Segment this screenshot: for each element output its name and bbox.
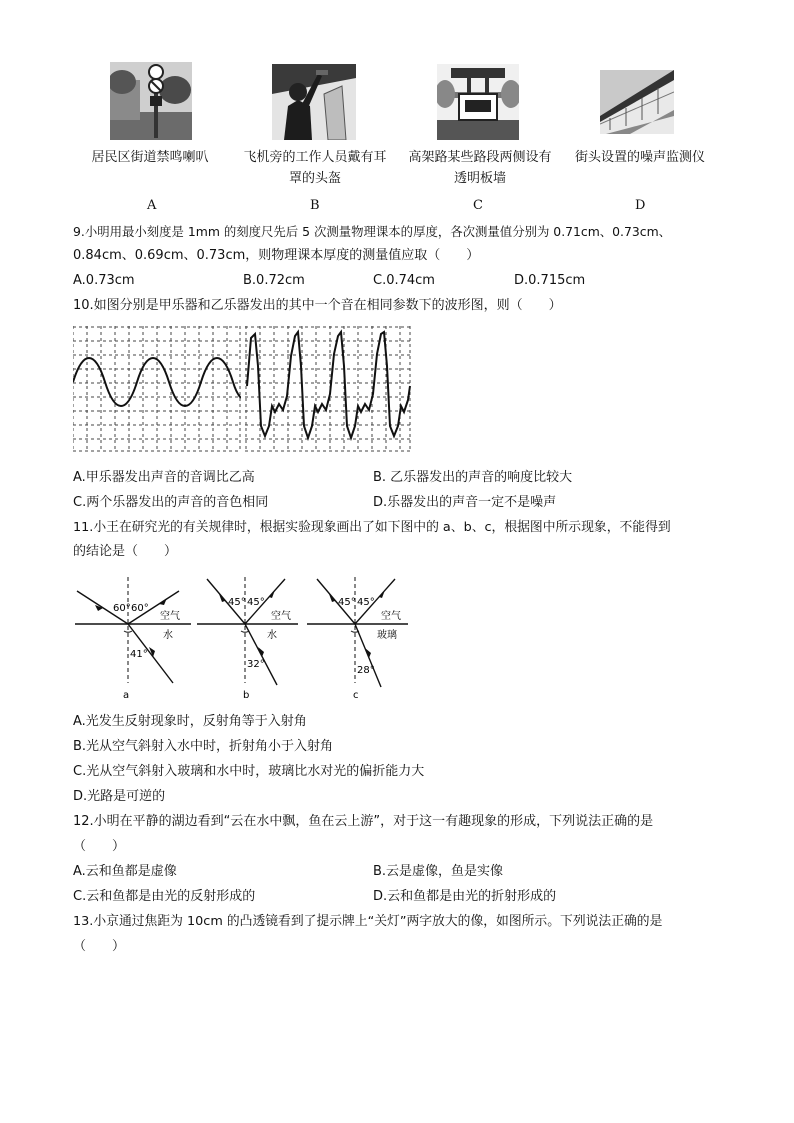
q13-stem-line2: （ ） <box>73 939 126 954</box>
q11-option-d: D.光路是可逆的 <box>73 789 166 804</box>
diagram-c-refracted-angle: 28° <box>357 665 375 676</box>
diagram-b-lower-medium: 水 <box>267 630 277 641</box>
diagram-b-upper-medium: 空气 <box>271 611 291 622</box>
q8-option-letter-c: C <box>473 198 483 213</box>
diagram-a-label: a <box>123 690 130 700</box>
q10-stem: 10.如图分别是甲乐器和乙乐器发出的其中一个音在相同参数下的波形图，则（ ） <box>73 298 562 313</box>
q10-option-d: D.乐器发出的声音一定不是噪声 <box>373 495 557 510</box>
diagram-c-incident-angle: 45° <box>338 597 356 608</box>
waveform-yi <box>245 326 411 452</box>
photo-no-horn-street <box>110 62 192 140</box>
q11-stem-line2: 的结论是（ ） <box>73 544 178 559</box>
diagram-a-reflected-angle: 60° <box>131 603 149 614</box>
diagram-c-upper-medium: 空气 <box>381 611 401 622</box>
q12-stem-line1: 12.小明在平静的湖边看到“云在水中飘，鱼在云上游”，对于这一有趣现象的形成，下列说法正确的是 <box>73 814 654 829</box>
diagram-c-lower-medium: 玻璃 <box>377 630 397 641</box>
diagram-c-label: c <box>353 690 359 700</box>
q12-stem-line2: （ ） <box>73 839 126 854</box>
diagram-b-reflected-angle: 45° <box>247 597 265 608</box>
q8-caption-d: 街头设置的噪声监测仪 <box>574 150 705 165</box>
diagram-a-lower-medium: 水 <box>163 630 173 641</box>
diagram-b-label: b <box>243 690 250 700</box>
q11-option-c: C.光从空气斜射入玻璃和水中时，玻璃比水对光的偏折能力大 <box>73 764 425 779</box>
q8-option-letter-b: B <box>310 198 320 213</box>
diagram-b-incident-angle: 45° <box>228 597 246 608</box>
q8-figure-row <box>0 0 794 220</box>
q9-option-c: C.0.74cm <box>373 273 435 288</box>
q9-option-b: B.0.72cm <box>243 273 305 288</box>
q12-option-c: C.云和鱼都是由光的反射形成的 <box>73 889 256 904</box>
q12-option-b: B.云是虚像，鱼是实像 <box>373 864 504 879</box>
q9-option-a: A.0.73cm <box>73 273 135 288</box>
q11-stem-line1: 11.小王在研究光的有关规律时，根据实验现象画出了如下图中的 a、b、c，根据图中所示现象，不能得到 <box>73 520 671 535</box>
q11-option-a: A.光发生反射现象时，反射角等于入射角 <box>73 714 307 729</box>
photo-noise-monitor-barrier <box>600 70 674 134</box>
q8-caption-b: 飞机旁的工作人员戴有耳罩的头盔 <box>243 150 387 186</box>
diagram-a-incident-angle: 60° <box>113 603 131 614</box>
waveform-jia <box>73 326 241 452</box>
q13-stem-line1: 13.小京通过焦距为 10cm 的凸透镜看到了提示牌上“关灯”两字放大的像，如图所示。下列说法正确的是 <box>73 914 663 929</box>
q9-stem-line2: 0.84cm、0.69cm、0.73cm，则物理课本厚度的测量值应取（ ） <box>73 248 480 263</box>
q9-stem-line1: 9.小明用最小刻度是 1mm 的刻度尺先后 5 次测量物理课本的厚度，各次测量值分别为 0.71cm、0.73cm、 <box>73 224 672 239</box>
diagram-a-refracted-angle: 41° <box>130 649 148 660</box>
q12-option-a: A.云和鱼都是虚像 <box>73 864 177 879</box>
q11-option-b: B.光从空气斜射入水中时，折射角小于入射角 <box>73 739 334 754</box>
optics-diagram-c <box>305 575 410 700</box>
q10-option-c: C.两个乐器发出的声音的音色相同 <box>73 495 269 510</box>
q8-caption-a: 居民区街道禁鸣喇叭 <box>91 150 209 165</box>
q10-option-b: B. 乙乐器发出的声音的响度比较大 <box>373 470 573 485</box>
q8-option-letter-a: A <box>147 198 157 213</box>
optics-diagram-a <box>73 575 193 700</box>
q12-option-d: D.云和鱼都是由光的折射形成的 <box>373 889 557 904</box>
diagram-c-reflected-angle: 45° <box>357 597 375 608</box>
q10-option-a: A.甲乐器发出声音的音调比乙高 <box>73 470 255 485</box>
diagram-a-upper-medium: 空气 <box>160 611 180 622</box>
optics-diagram-b <box>195 575 300 700</box>
q8-caption-c: 高架路某些路段两侧设有透明板墙 <box>408 150 552 186</box>
photo-worker-earmuffs <box>272 64 356 140</box>
q9-option-d: D.0.715cm <box>514 273 586 288</box>
photo-sound-barrier-road <box>437 64 519 140</box>
diagram-b-refracted-angle: 32° <box>247 659 265 670</box>
q8-option-letter-d: D <box>635 198 646 213</box>
